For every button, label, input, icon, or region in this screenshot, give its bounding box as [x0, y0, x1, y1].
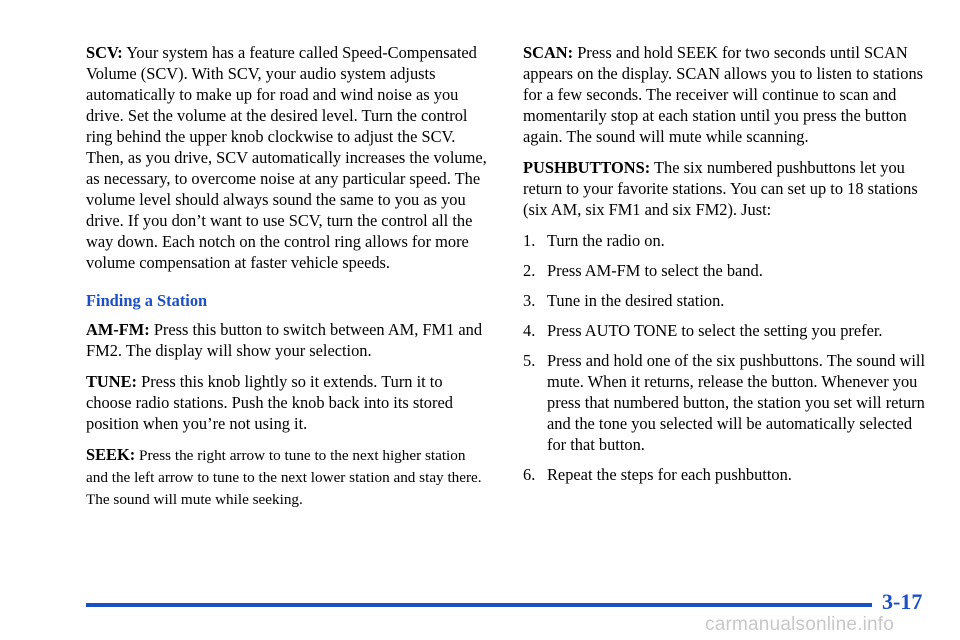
seek-term: SEEK:	[86, 445, 136, 464]
list-item	[523, 230, 928, 251]
scv-paragraph	[86, 42, 491, 273]
right-column	[523, 42, 928, 494]
section-heading: Finding a Station	[86, 291, 208, 310]
step-text: Repeat the steps for each pushbutton.	[547, 465, 792, 484]
amfm-paragraph	[86, 319, 491, 361]
tune-text: Press this knob lightly so it extends. Turn it to choose radio stations. Push the knob back into its stored position when you’re not using it.	[86, 372, 453, 433]
scan-text: Press and hold SEEK for two seconds until SCAN appears on the display. SCAN allows you to listen to stations for a few seconds. The receiver will continue to scan and momentarily stop at each station until you press the button again. The sound will mute while scanning.	[523, 43, 924, 146]
pushbuttons-paragraph	[523, 157, 928, 220]
watermark: carmanualsonline.info	[705, 614, 895, 635]
amfm-text: Press this button to switch between AM, FM1 and FM2. The display will show your selection.	[86, 320, 483, 360]
pushbuttons-term: PUSHBUTTONS:	[523, 158, 651, 177]
tune-paragraph	[86, 371, 491, 434]
step-text: Tune in the desired station.	[547, 291, 725, 310]
scan-term: SCAN:	[523, 43, 574, 62]
scv-text: Your system has a feature called Speed‑Compensated Volume (SCV). With SCV, your audio system adjusts automatically to make up for road and wind noise as you drive. Set the volume at the desired level. Turn the control ring behind the upper knob clockwise to adjust the SCV. Then, as you drive, SCV automatically increases the volume, as necessary, to overcome noise at any particular speed. The volume level should always sound the same to you as you drive. If you don’t want to use SCV, turn the control all the way down. Each notch on the control ring allows for more volume compensation at faster vehicle speeds.	[86, 43, 487, 272]
page-number: 3‑17	[882, 589, 923, 614]
scan-paragraph	[523, 42, 928, 147]
seek-paragraph	[86, 444, 491, 510]
step-number: 1.	[523, 231, 536, 250]
step-number: 4.	[523, 321, 536, 340]
list-item	[523, 464, 928, 485]
tune-term: TUNE:	[86, 372, 137, 391]
pushbuttons-text: The six numbered pushbuttons let you return to your favorite stations. You can set up to 18 stations (six AM, six FM1 and six FM2). Just:	[523, 158, 918, 219]
step-number: 5.	[523, 351, 536, 370]
seek-text: Press the right arrow to tune to the next higher station and the left arrow to tune to the next lower station and stay there. The sound will mute while seeking.	[86, 447, 482, 508]
footer-rule	[86, 603, 872, 607]
steps-list	[523, 230, 928, 485]
step-number: 6.	[523, 465, 536, 484]
step-number: 3.	[523, 291, 536, 310]
list-item	[523, 350, 928, 455]
step-number: 2.	[523, 261, 536, 280]
left-column	[86, 42, 491, 520]
step-text: Press AUTO TONE to select the setting you prefer.	[547, 321, 883, 340]
step-text: Turn the radio on.	[547, 231, 665, 250]
step-text: Press and hold one of the six pushbuttons. The sound will mute. When it returns, release the button. Whenever you press that numbered button, the station you set will return and the tone you selected will be automatically selected for that button.	[547, 351, 926, 454]
list-item	[523, 320, 928, 341]
list-item	[523, 260, 928, 281]
step-text: Press AM‑FM to select the band.	[547, 261, 763, 280]
scv-term: SCV:	[86, 43, 123, 62]
list-item	[523, 290, 928, 311]
amfm-term: AM‑FM:	[86, 320, 150, 339]
